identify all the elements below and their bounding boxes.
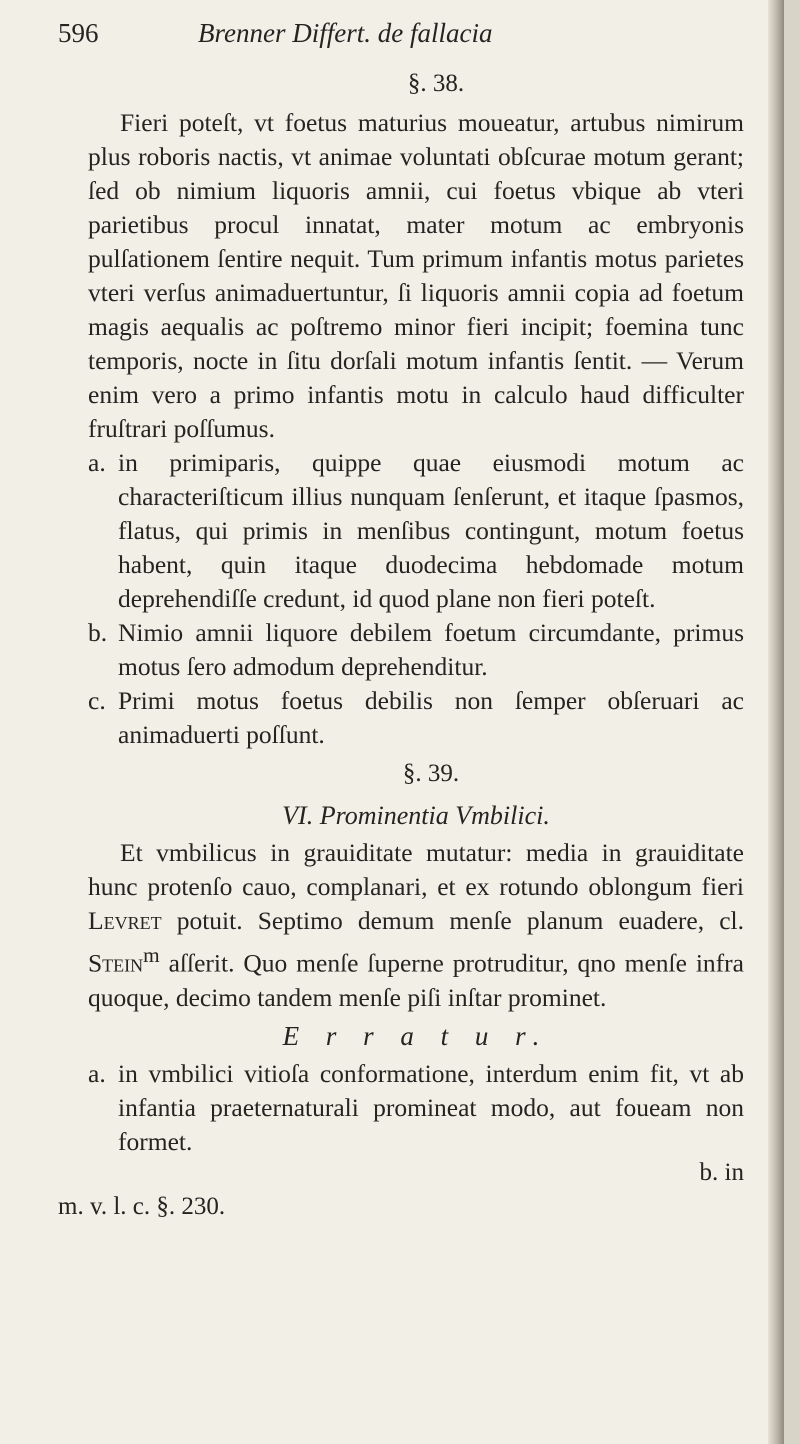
page-footer xyxy=(58,1158,744,1239)
running-title: Brenner Differt. de fallacia xyxy=(198,18,493,48)
list-item-a xyxy=(88,446,744,616)
list-item-label: b. xyxy=(88,618,108,647)
page-edge xyxy=(768,0,784,1444)
text-run: Et vmbilicus in grauiditate mutatur: media in grauiditate hunc protenſo cauo, complanari, et ex rotundo oblongum fieri xyxy=(88,838,744,901)
author-name-stein: Stein xyxy=(88,948,144,978)
list-item-text: Nimio amnii liquore debilem foetum circumdante, primus motus ſero admodum deprehenditur. xyxy=(118,618,744,681)
author-name-levret: Levret xyxy=(88,906,162,935)
text-run: aſſerit. Quo menſe ſuperne protruditur, qno menſe infra quoque, decimo tandem menſe piſi inſtar prominet. xyxy=(88,948,744,1012)
list-item-label: a. xyxy=(88,1058,106,1088)
section-39-text xyxy=(88,836,744,1015)
errata-heading: E r r a t u r. xyxy=(282,1020,550,1051)
list-item-label: c. xyxy=(88,686,106,715)
list-item-label: a. xyxy=(88,448,106,477)
footnote-mark: m xyxy=(143,943,160,967)
errata-item-a xyxy=(88,1057,744,1159)
section-39-paragraph xyxy=(88,836,744,1015)
list-item-text: in primiparis, quippe quae eiusmodi motum ac characteriſticum illius nunquam ſenſerunt, et itaque ſpasmos, flatus, qui primis in menſibus contingunt, motum foetus habent, quin itaque duodecima hebdomade motum deprehendiſſe credunt, id quod plane non fieri poteſt. xyxy=(118,448,744,613)
list-item-b xyxy=(88,616,744,684)
list-item-c xyxy=(88,684,744,752)
list-item-text: Primi motus foetus debilis non ſemper obſeruari ac animaduerti poſſunt. xyxy=(118,686,744,749)
section-38-paragraph xyxy=(88,106,744,446)
footnote: m. v. l. c. §. 230. xyxy=(58,1192,226,1220)
page-number: 596 xyxy=(58,18,99,48)
catchword: b. in xyxy=(699,1158,744,1186)
section-number-38: §. 38. xyxy=(407,70,465,97)
section-number-39: §. 39. xyxy=(402,760,460,787)
text-run: potuit. Septimo demum menſe planum euadere, cl. xyxy=(161,906,744,935)
section-heading: VI. Prominentia Vmbilici. xyxy=(282,801,550,830)
section-38-text: Fieri poteſt, vt foetus maturius moueatur, artubus nimirum plus roboris nactis, vt animae voluntati obſcurae motum gerant; ſed ob nimium liquoris amnii, cui foetus vbique ab vteri parietibus procul innatat, mater motum ac embryonis pulſationem ſentire nequit. Tum primum infantis motus parietes vteri verſus animaduertuntur, ſi liquoris amnii copia ad foetum magis aequalis ac poſtremo minor fieri incipit; foemina tunc temporis, nocte in ſitu dorſali motum infantis ſentit. — Verum enim vero a primo infantis motu in calculo haud difficulter fruſtrari poſſumus. xyxy=(88,108,744,443)
list-item-text: in vmbilici vitioſa conformatione, interdum enim fit, vt ab infantia praeternaturali promineat modo, aut foueam non formet. xyxy=(118,1058,744,1156)
running-head xyxy=(58,18,744,58)
